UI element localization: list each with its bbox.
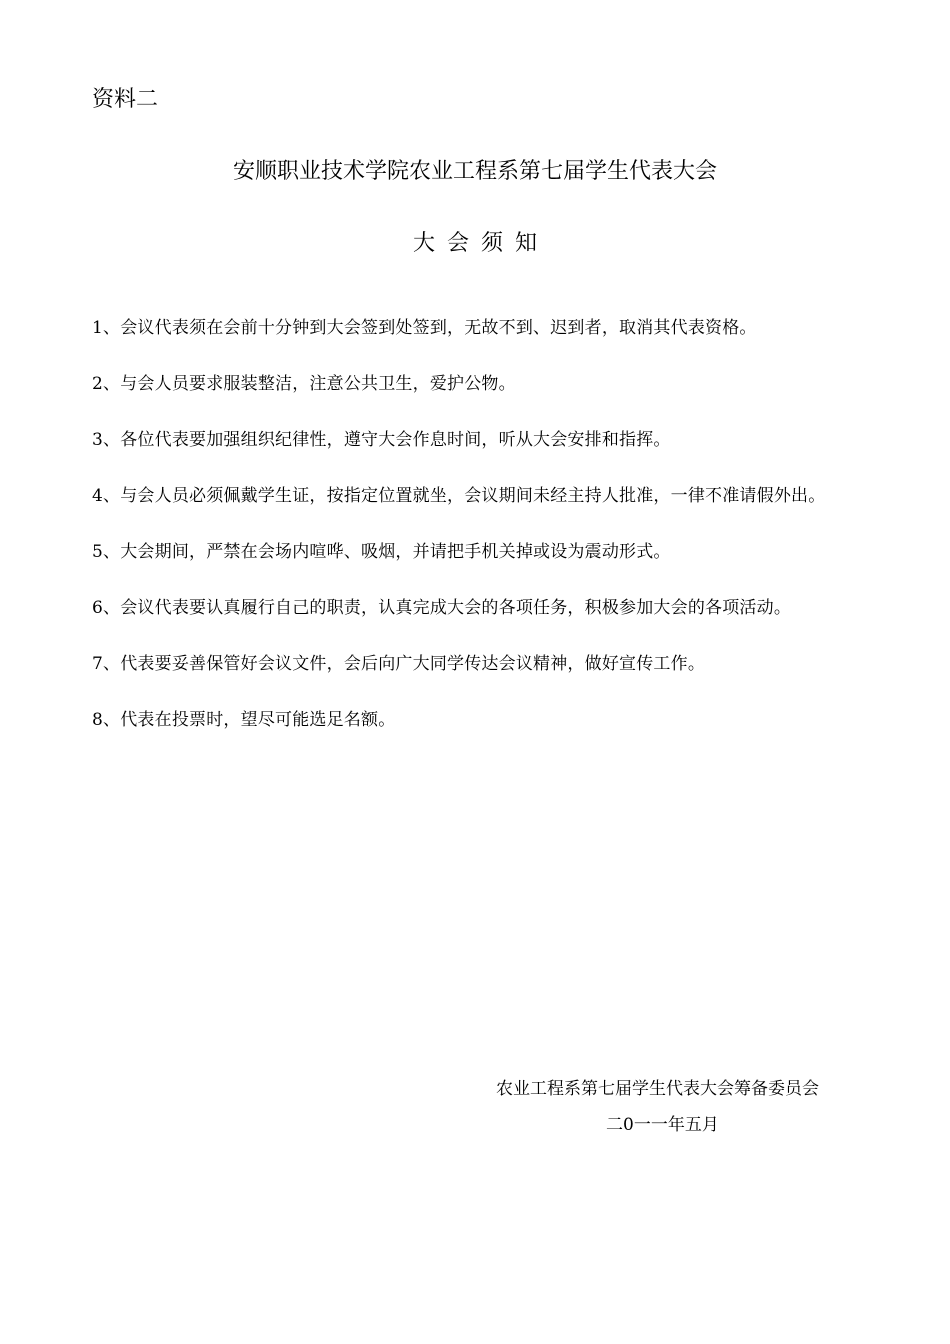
document-title: 安顺职业技术学院农业工程系第七届学生代表大会 — [232, 159, 717, 184]
rule-text: 大会期间，严禁在会场内喧哗、吸烟，并请把手机关掉或设为震动形式。 — [120, 542, 671, 562]
rule-item-1 — [92, 300, 872, 356]
rule-text: 会议代表要认真履行自己的职责，认真完成大会的各项任务，积极参加大会的各项活动。 — [120, 598, 792, 618]
rules-list — [92, 300, 872, 748]
rule-item-5 — [92, 524, 872, 580]
rule-text: 与会人员必须佩戴学生证，按指定位置就坐，会议期间未经主持人批准，一律不准请假外出。 — [120, 486, 826, 506]
rule-number: 5、 — [92, 542, 121, 562]
material-label: 资料二 — [92, 87, 159, 112]
rule-text: 与会人员要求服装整洁，注意公共卫生，爱护公物。 — [120, 374, 516, 394]
rule-number: 3、 — [92, 430, 121, 450]
rule-item-2 — [92, 356, 872, 412]
rule-text: 会议代表须在会前十分钟到大会签到处签到，无故不到、迟到者，取消其代表资格。 — [120, 318, 757, 338]
document-subtitle: 大会须知 — [412, 231, 549, 256]
rule-number: 2、 — [92, 374, 121, 394]
signature-organization: 农业工程系第七届学生代表大会筹备委员会 — [496, 1079, 819, 1099]
rule-number: 6、 — [92, 598, 121, 618]
rule-item-7 — [92, 636, 872, 692]
signature-date: 二0一一年五月 — [606, 1115, 719, 1135]
rule-number: 1、 — [92, 318, 121, 338]
rule-text: 代表在投票时，望尽可能选足名额。 — [120, 710, 396, 730]
rule-number: 7、 — [92, 654, 121, 674]
rule-number: 8、 — [92, 710, 121, 730]
rule-text: 各位代表要加强组织纪律性，遵守大会作息时间，听从大会安排和指挥。 — [120, 430, 671, 450]
rule-item-8 — [92, 692, 872, 748]
rule-item-6 — [92, 580, 872, 636]
rule-text: 代表要妥善保管好会议文件，会后向广大同学传达会议精神，做好宣传工作。 — [120, 654, 706, 674]
rule-item-3 — [92, 412, 872, 468]
rule-item-4 — [92, 468, 872, 524]
rule-number: 4、 — [92, 486, 121, 506]
